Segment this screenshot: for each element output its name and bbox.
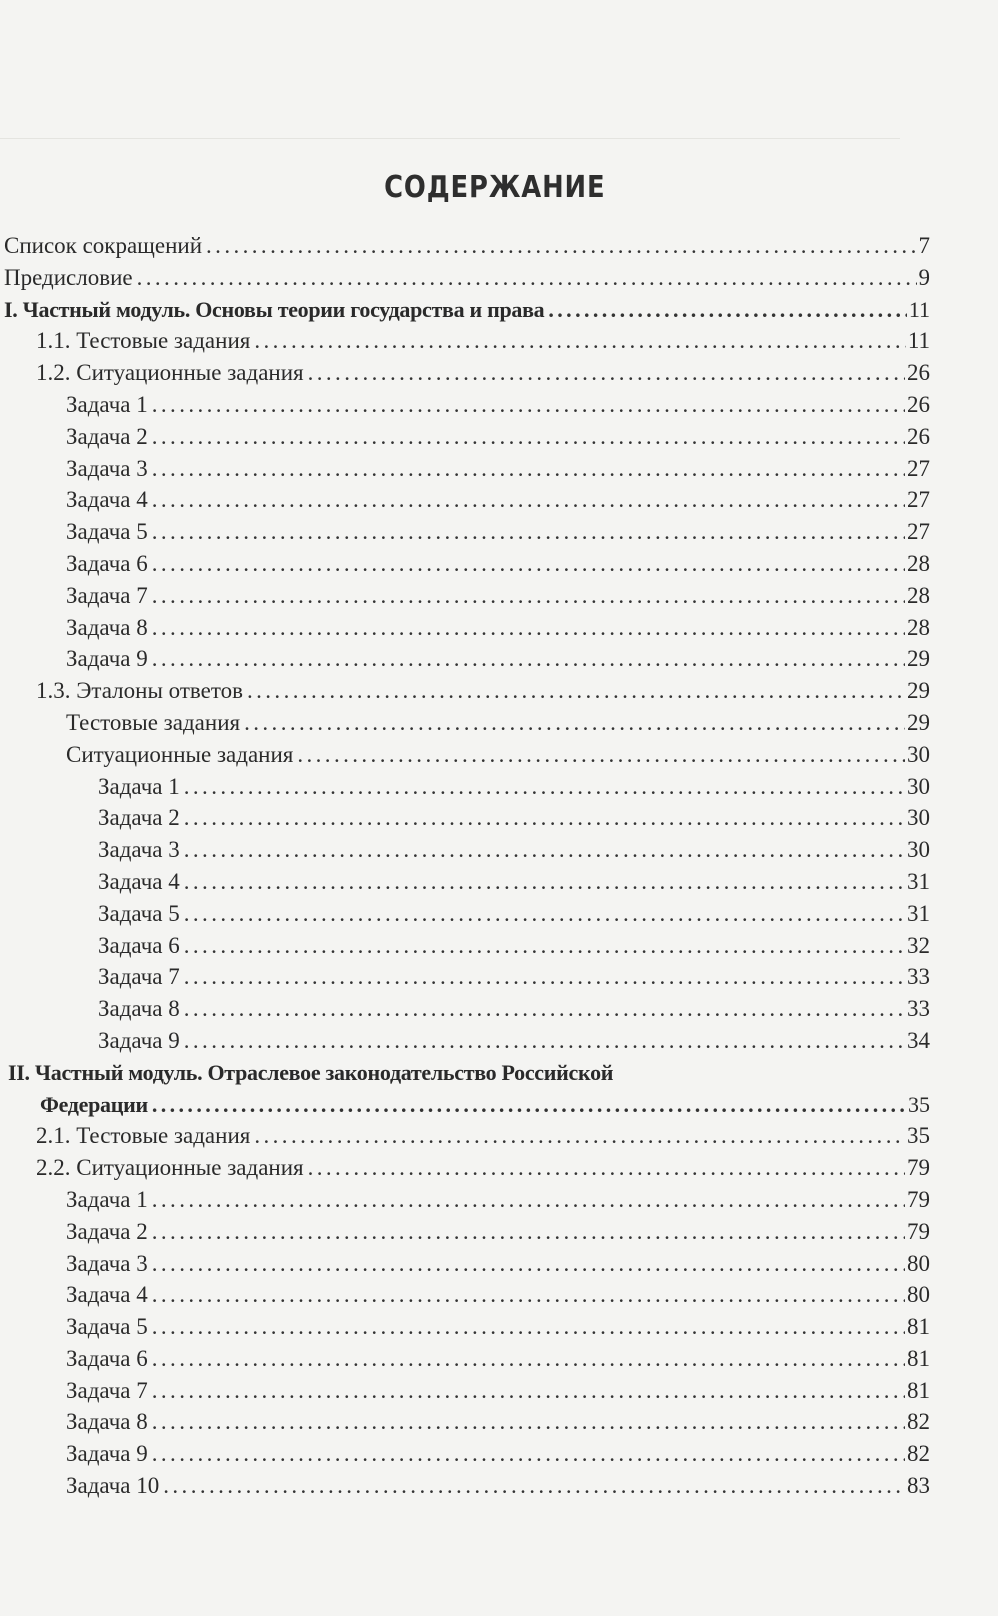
toc-entry-page: 81 [907, 1377, 930, 1403]
toc-entry-label: Задача 9 [66, 646, 148, 672]
dot-leader [184, 866, 905, 898]
toc-entry-page: 7 [918, 233, 930, 258]
dot-leader [152, 643, 905, 675]
toc-entry-page: 29 [907, 646, 930, 672]
toc-entry-page: 81 [907, 1345, 930, 1371]
toc-entry-page: 79 [907, 1218, 930, 1244]
toc-entry-page: 26 [907, 391, 930, 417]
toc-entry-label: Задача 4 [98, 868, 180, 894]
dot-leader [184, 771, 905, 803]
toc-entry-page: 27 [907, 487, 930, 513]
dot-leader [152, 1184, 905, 1216]
toc-entry-page: 27 [907, 455, 930, 481]
toc-entry-label: Федерации [40, 1091, 148, 1117]
toc-entry-label: Задача 9 [66, 1441, 148, 1467]
toc-entry [0, 1152, 930, 1184]
toc-entry-page: 30 [907, 837, 930, 863]
toc-entry [0, 1216, 930, 1248]
toc-entry [0, 1120, 930, 1152]
toc-entry-page: 31 [907, 900, 930, 926]
toc-entry-label: Задача 9 [98, 1027, 180, 1053]
toc-entry [0, 357, 930, 389]
toc-entry-page: 80 [907, 1250, 930, 1276]
table-of-contents [0, 230, 930, 1502]
toc-entry [0, 294, 930, 326]
toc-entry [0, 1248, 930, 1280]
toc-entry-page: 31 [907, 868, 930, 894]
dot-leader [163, 1470, 905, 1502]
toc-entry [0, 866, 930, 898]
toc-entry [0, 802, 930, 834]
toc-entry-label: Задача 6 [66, 1345, 148, 1371]
toc-entry-label: Ситуационные задания [66, 741, 294, 767]
toc-entry-label: 1.2. Ситуационные задания [36, 360, 304, 386]
dot-leader [152, 1406, 905, 1438]
dot-leader [152, 1343, 905, 1375]
toc-entry [0, 643, 930, 675]
toc-entry-page: 29 [907, 678, 930, 704]
toc-entry-label: Задача 4 [66, 1282, 148, 1308]
toc-entry [0, 612, 930, 644]
dot-leader [548, 294, 906, 326]
dot-leader [152, 516, 905, 548]
toc-entry-label: Задача 1 [66, 391, 148, 417]
toc-entry [0, 707, 930, 739]
toc-entry [0, 675, 930, 707]
toc-entry [0, 1089, 930, 1121]
toc-entry-label: Предисловие [4, 264, 133, 290]
toc-entry-page: 11 [907, 328, 930, 354]
toc-entry-label: 1.3. Эталоны ответов [36, 678, 243, 704]
toc-entry-label: Задача 7 [66, 1377, 148, 1403]
toc-entry-label: Задача 8 [98, 996, 180, 1022]
dot-leader [152, 484, 905, 516]
toc-entry-page: 30 [907, 805, 930, 831]
dot-leader [184, 930, 905, 962]
toc-entry-label: 2.1. Тестовые задания [36, 1123, 251, 1149]
toc-entry [0, 1184, 930, 1216]
dot-leader [152, 1279, 905, 1311]
toc-entry-page: 35 [908, 1091, 930, 1117]
dot-leader [152, 1311, 905, 1343]
dot-leader [152, 612, 905, 644]
toc-entry-page: 33 [907, 996, 930, 1022]
toc-entry-label: Задача 6 [66, 550, 148, 576]
toc-entry-page: 11 [908, 296, 930, 322]
dot-leader [152, 580, 905, 612]
toc-entry [0, 548, 930, 580]
toc-entry-page: 33 [907, 964, 930, 990]
toc-entry-page: 79 [907, 1186, 930, 1212]
dot-leader [184, 961, 905, 993]
toc-entry-page: 29 [907, 709, 930, 735]
toc-entry-label: Задача 3 [98, 837, 180, 863]
toc-entry-page: 27 [907, 519, 930, 545]
toc-entry-page: 82 [907, 1441, 930, 1467]
toc-entry-label: Задача 6 [98, 932, 180, 958]
toc-entry [0, 484, 930, 516]
toc-entry [0, 1375, 930, 1407]
toc-entry-page: 30 [907, 773, 930, 799]
toc-entry-label: Список сокращений [4, 233, 203, 258]
toc-entry-page: 30 [907, 741, 930, 767]
toc-entry-page: 79 [907, 1155, 930, 1181]
page-title: СОДЕРЖАНИЕ [384, 170, 606, 205]
dot-leader [152, 421, 905, 453]
toc-entry-page: 35 [907, 1123, 930, 1149]
toc-entry [0, 580, 930, 612]
toc-entry-label: Задача 5 [66, 1314, 148, 1340]
dot-leader [137, 262, 917, 294]
toc-entry [0, 1406, 930, 1438]
toc-entry [0, 325, 930, 357]
dot-leader [152, 453, 905, 485]
toc-entry-page: 26 [907, 423, 930, 449]
toc-entry-page: 26 [907, 360, 930, 386]
toc-entry [0, 1438, 930, 1470]
dot-leader [152, 1438, 905, 1470]
dot-leader [184, 993, 905, 1025]
toc-entry-label: Задача 5 [98, 900, 180, 926]
toc-entry-label: Задача 7 [98, 964, 180, 990]
toc-entry-label: Задача 7 [66, 582, 148, 608]
dot-leader [254, 325, 906, 357]
toc-entry [0, 930, 930, 962]
toc-entry-label: Задача 4 [66, 487, 148, 513]
toc-entry-page: 83 [907, 1473, 930, 1499]
toc-entry-page: 9 [918, 264, 930, 290]
toc-entry-label: Тестовые задания [66, 709, 241, 735]
toc-entry-label: Задача 10 [66, 1473, 160, 1499]
toc-entry-page: 28 [907, 614, 930, 640]
toc-entry [0, 1470, 930, 1502]
dot-leader [152, 1375, 905, 1407]
toc-entry-label: Задача 8 [66, 614, 148, 640]
toc-entry-page: 80 [907, 1282, 930, 1308]
toc-entry [0, 834, 930, 866]
toc-entry [0, 961, 930, 993]
toc-entry [0, 771, 930, 803]
dot-leader [297, 739, 905, 771]
toc-entry [0, 898, 930, 930]
dot-leader [206, 230, 916, 262]
toc-entry [0, 1025, 930, 1057]
dot-leader [152, 1089, 906, 1121]
toc-entry [0, 739, 930, 771]
toc-entry-label: Задача 5 [66, 519, 148, 545]
dot-leader [308, 1152, 905, 1184]
dot-leader [308, 357, 905, 389]
toc-entry-page: 32 [907, 932, 930, 958]
dot-leader [244, 707, 905, 739]
toc-entry [0, 421, 930, 453]
toc-entry [0, 516, 930, 548]
toc-entry-page: 34 [907, 1027, 930, 1053]
dot-leader [152, 1248, 905, 1280]
toc-entry-label: Задача 2 [66, 1218, 148, 1244]
dot-leader [152, 548, 905, 580]
dot-leader [152, 389, 905, 421]
toc-entry-label: Задача 2 [98, 805, 180, 831]
toc-entry-label: 2.2. Ситуационные задания [36, 1155, 304, 1181]
dot-leader [247, 675, 905, 707]
toc-entry-label: II. Частный модуль. Отраслевое законодательство Российской [8, 1059, 614, 1085]
toc-entry [0, 453, 930, 485]
toc-entry-label: Задача 3 [66, 455, 148, 481]
toc-entry-label: Задача 8 [66, 1409, 148, 1435]
toc-entry-page: 81 [907, 1314, 930, 1340]
dot-leader [152, 1216, 905, 1248]
toc-entry-label: Задача 2 [66, 423, 148, 449]
toc-entry-label: Задача 3 [66, 1250, 148, 1276]
toc-entry-page: 82 [907, 1409, 930, 1435]
toc-entry [0, 1279, 930, 1311]
toc-entry [0, 1311, 930, 1343]
dot-leader [184, 898, 905, 930]
dot-leader [254, 1120, 905, 1152]
toc-entry-page: 28 [907, 582, 930, 608]
toc-entry [0, 1343, 930, 1375]
toc-entry-label: I. Частный модуль. Основы теории государства и права [4, 296, 545, 322]
toc-entry-label: Задача 1 [98, 773, 180, 799]
toc-entry [0, 993, 930, 1025]
dot-leader [184, 802, 905, 834]
toc-entry [0, 389, 930, 421]
dot-leader [184, 834, 905, 866]
dot-leader [184, 1025, 905, 1057]
toc-entry-page: 28 [907, 550, 930, 576]
toc-entry-label: 1.1. Тестовые задания [36, 328, 251, 354]
toc-entry-label: Задача 1 [66, 1186, 148, 1212]
toc-entry [0, 230, 930, 262]
bleed-through-rule [0, 138, 900, 139]
toc-entry [0, 262, 930, 294]
